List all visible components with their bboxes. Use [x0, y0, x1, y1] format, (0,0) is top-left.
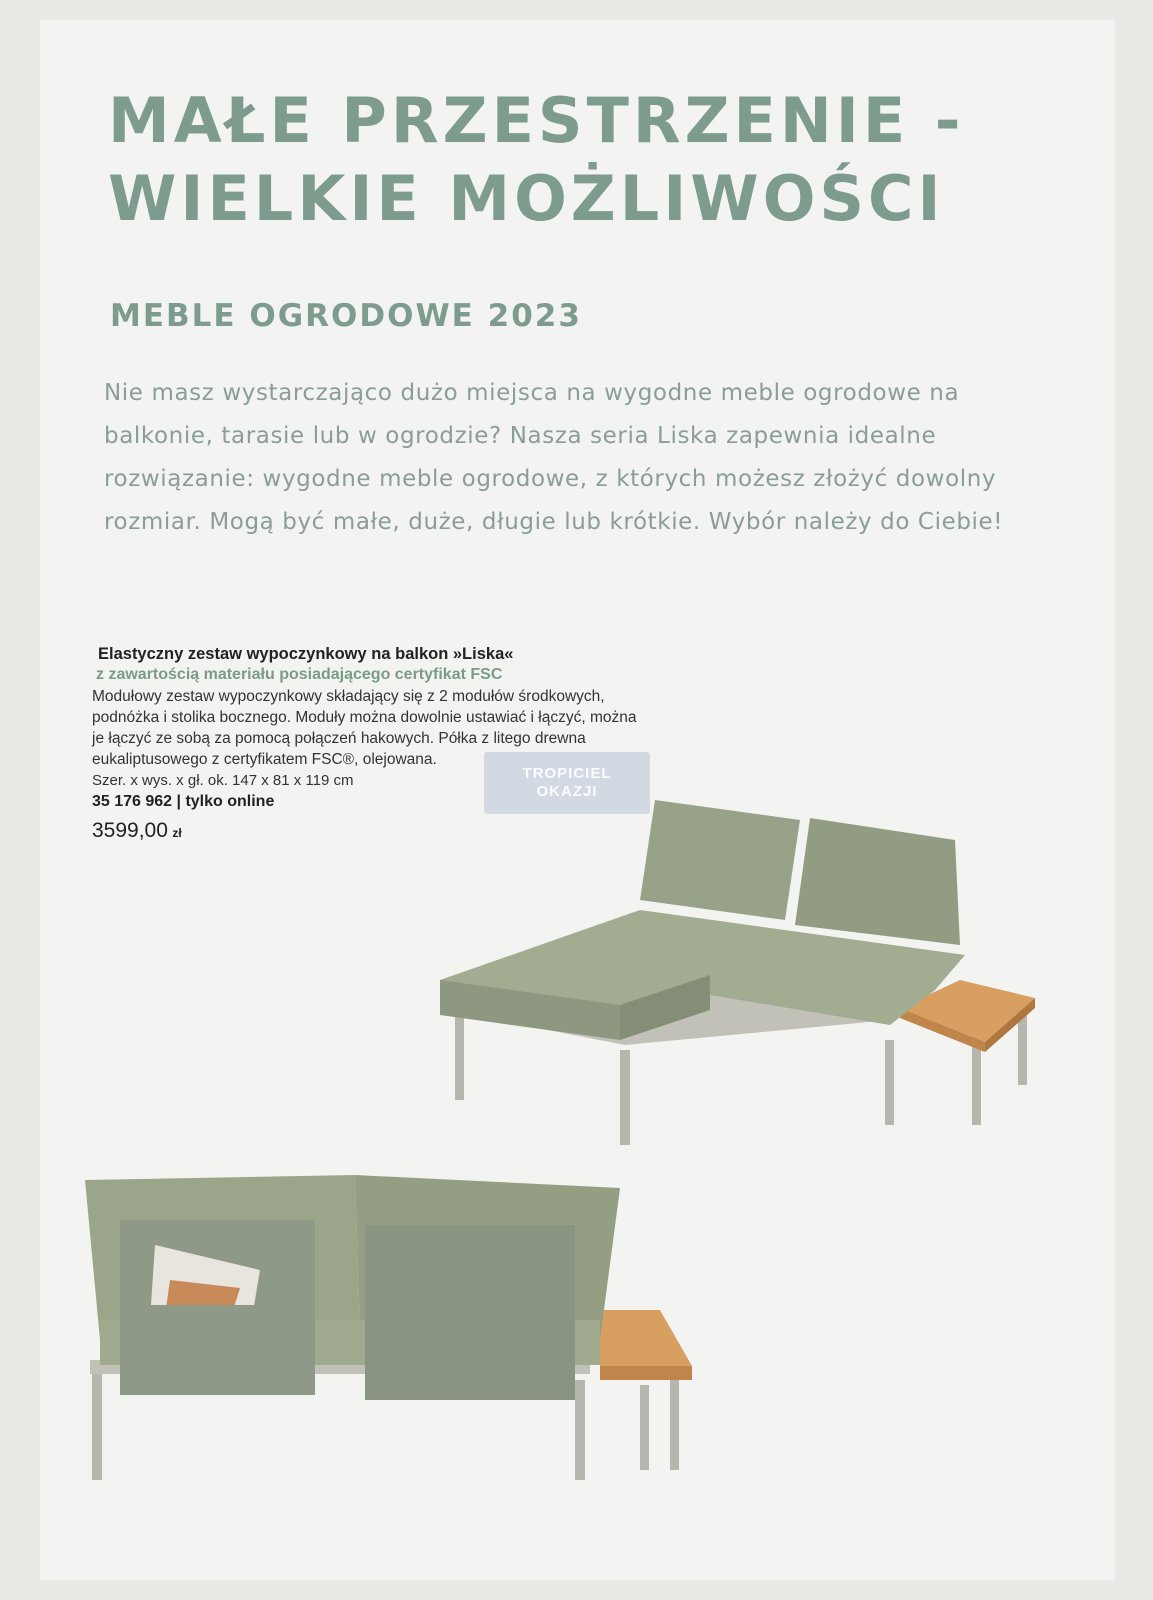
watermark-line2: OKAZJI — [536, 783, 598, 800]
product-code: 35 176 962 | tylko online — [92, 793, 275, 810]
watermark-line1: TROPICIEL — [522, 765, 612, 782]
product-dimensions: Szer. x wys. x gł. ok. 147 x 81 x 119 cm — [92, 772, 354, 789]
intro-text: Nie masz wystarczająco dużo miejsca na wygodne meble ogrodowe na balkonie, tarasie lub w ogrodzie? Nasza seria Liska zapewnia idealne rozwiązanie: wygodne meble ogrodowe, z których możesz złożyć dowolny rozmiar. Mogą być małe, duże, długie lub krótkie. Wybór należy do Ciebie! — [104, 380, 1004, 535]
headline: MAŁE PRZESTRZENIE - WIELKIE MOŻLIWOŚCI — [108, 84, 965, 235]
lounge-set-photo-bottom — [80, 1170, 700, 1490]
subheadline: MEBLE OGRODOWE 2023 — [110, 298, 582, 334]
lounge-set-photo-top — [440, 780, 1050, 1150]
product-description: Modułowy zestaw wypoczynkowy składający się z 2 modułów środkowych, podnóżka i stolika bocznego. Moduły można dowolnie ustawiać i łączyć, można je łączyć ze sobą za pomocą połączeń hakowych. Półka z litego drewna eukaliptusowego z certyfikatem FSC®, olejowana. — [92, 688, 637, 768]
price-amount: 3599,00 — [92, 819, 168, 842]
price-currency: zł — [172, 826, 182, 840]
product-subtitle: z zawartością materiału posiadającego certyfikat FSC — [96, 666, 503, 683]
product-title: Elastyczny zestaw wypoczynkowy na balkon »Liska« — [98, 645, 514, 663]
